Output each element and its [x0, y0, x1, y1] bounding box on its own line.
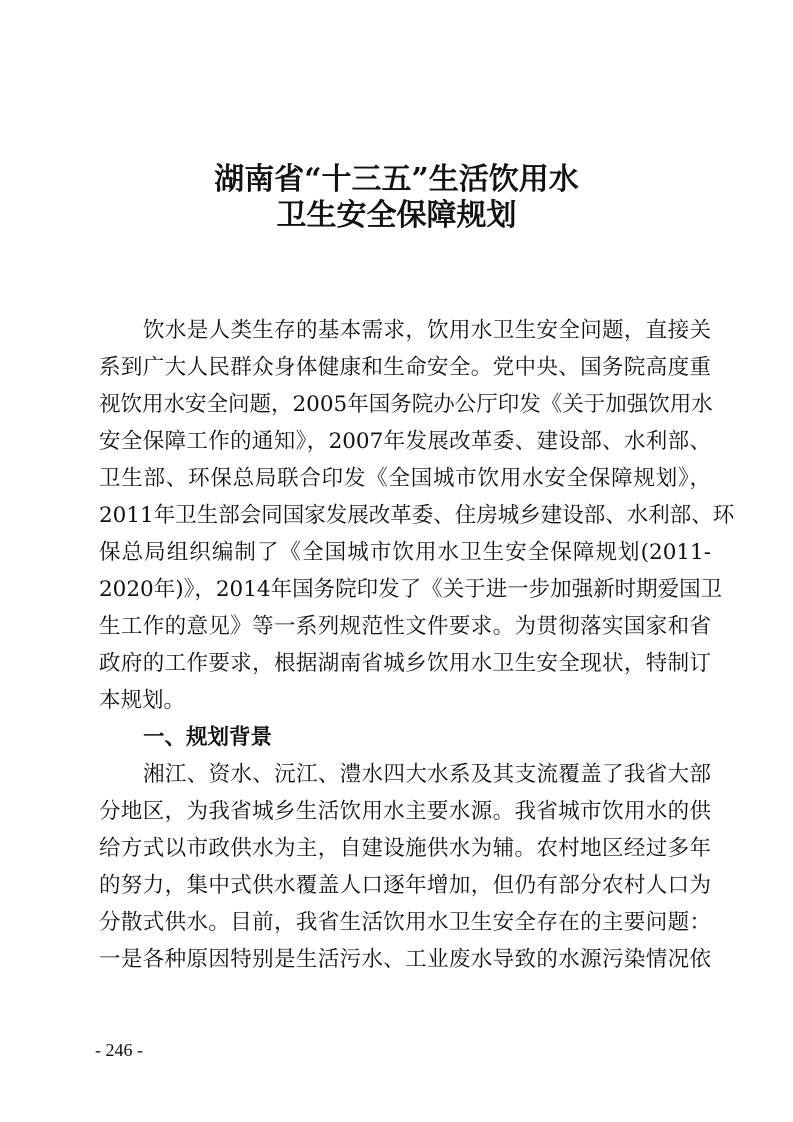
- paragraph2-line: 湘江、资水、沅江、澧水四大水系及其支流覆盖了我省大部: [143, 762, 711, 787]
- paragraph1-line: 生工作的意见》等一系列规范性文件要求。为贯彻落实国家和省: [99, 614, 711, 639]
- paragraph1-line: 卫生部、环保总局联合印发《全国城市饮用水安全保障规划》，: [99, 466, 711, 491]
- page-number: - 246 -: [95, 1040, 143, 1060]
- document-body: [99, 312, 735, 978]
- document-title-line2: 卫生安全保障规划: [276, 198, 517, 233]
- paragraph1-line: 2011年卫生部会同国家发展改革委、住房城乡建设部、水利部、环: [99, 503, 735, 528]
- paragraph1-line: 安全保障工作的通知》，2007年发展改革委、建设部、水利部、: [99, 429, 711, 454]
- paragraph1-line: 保总局组织编制了《全国城市饮用水卫生安全保障规划(2011-: [99, 540, 711, 565]
- paragraph1-line: 本规划。: [99, 688, 186, 713]
- paragraph1-line: 系到广大人民群众身体健康和生命安全。党中央、国务院高度重: [99, 355, 711, 380]
- paragraph1-line: 饮水是人类生存的基本需求，饮用水卫生安全问题，直接关: [143, 318, 711, 343]
- paragraph1-line: 视饮用水安全问题，2005年国务院办公厅印发《关于加强饮用水: [99, 392, 713, 417]
- paragraph2-line: 分地区，为我省城乡生活饮用水主要水源。我省城市饮用水的供: [99, 799, 711, 824]
- document-title-line1: 湖南省“十三五”生活饮用水: [214, 162, 579, 197]
- section-heading: 一、规划背景: [143, 725, 273, 750]
- paragraph1-line: 2020年)》，2014年国务院印发了《关于进一步加强新时期爱国卫: [99, 577, 723, 602]
- paragraph2-line: 的努力，集中式供水覆盖人口逐年增加，但仍有部分农村人口为: [99, 873, 711, 898]
- paragraph2-line: 给方式以市政供水为主，自建设施供水为辅。农村地区经过多年: [99, 836, 711, 861]
- paragraph2-line: 分散式供水。目前，我省生活饮用水卫生安全存在的主要问题：: [99, 910, 711, 935]
- paragraph2-line: 一是各种原因特别是生活污水、工业废水导致的水源污染情况依: [99, 947, 711, 972]
- paragraph1-line: 政府的工作要求，根据湖南省城乡饮用水卫生安全现状，特制订: [99, 651, 711, 676]
